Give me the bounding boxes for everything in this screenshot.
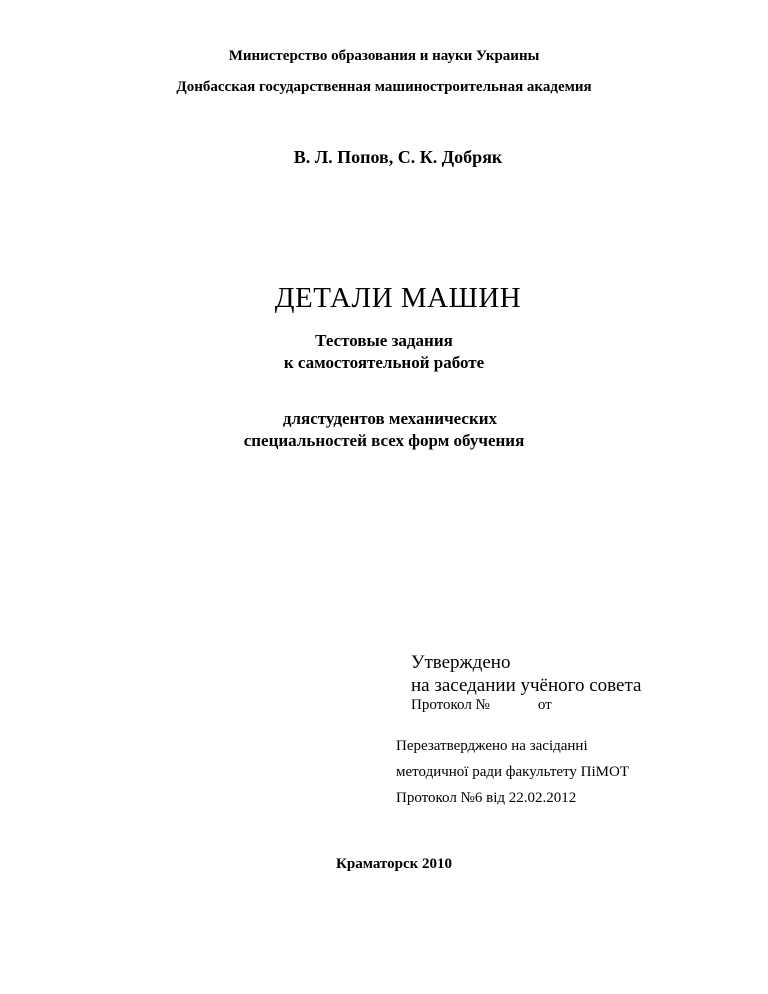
approval-line-2: на заседании учёного совета — [411, 675, 642, 696]
audience-line-1: длястудентов механических — [282, 409, 498, 428]
reapproval-line-2: методичної ради факультету ПіМОТ — [396, 764, 629, 780]
approval-protocol-line — [411, 697, 552, 714]
document-title: ДЕТАЛИ МАШИН — [274, 282, 522, 314]
protocol-date-label: от — [537, 697, 552, 713]
authors: В. Л. Попов, С. К. Добряк — [293, 147, 503, 167]
reapproval-line-1: Перезатверджено на засіданні — [396, 738, 588, 754]
academy-name: Донбасская государственная машиностроительная академия — [176, 79, 592, 95]
protocol-label: Протокол № — [411, 697, 490, 713]
approval-line-1: Утверждено — [411, 652, 511, 673]
city-year: Краматорск 2010 — [335, 856, 452, 872]
subtitle-line-2: к самостоятельной работе — [283, 353, 485, 372]
reapproval-line-3: Протокол №6 від 22.02.2012 — [396, 790, 577, 806]
audience-line-2: специальностей всех форм обучения — [243, 431, 525, 450]
ministry-name: Министерство образования и науки Украины — [228, 48, 540, 64]
subtitle-line-1: Тестовые задания — [315, 331, 453, 350]
